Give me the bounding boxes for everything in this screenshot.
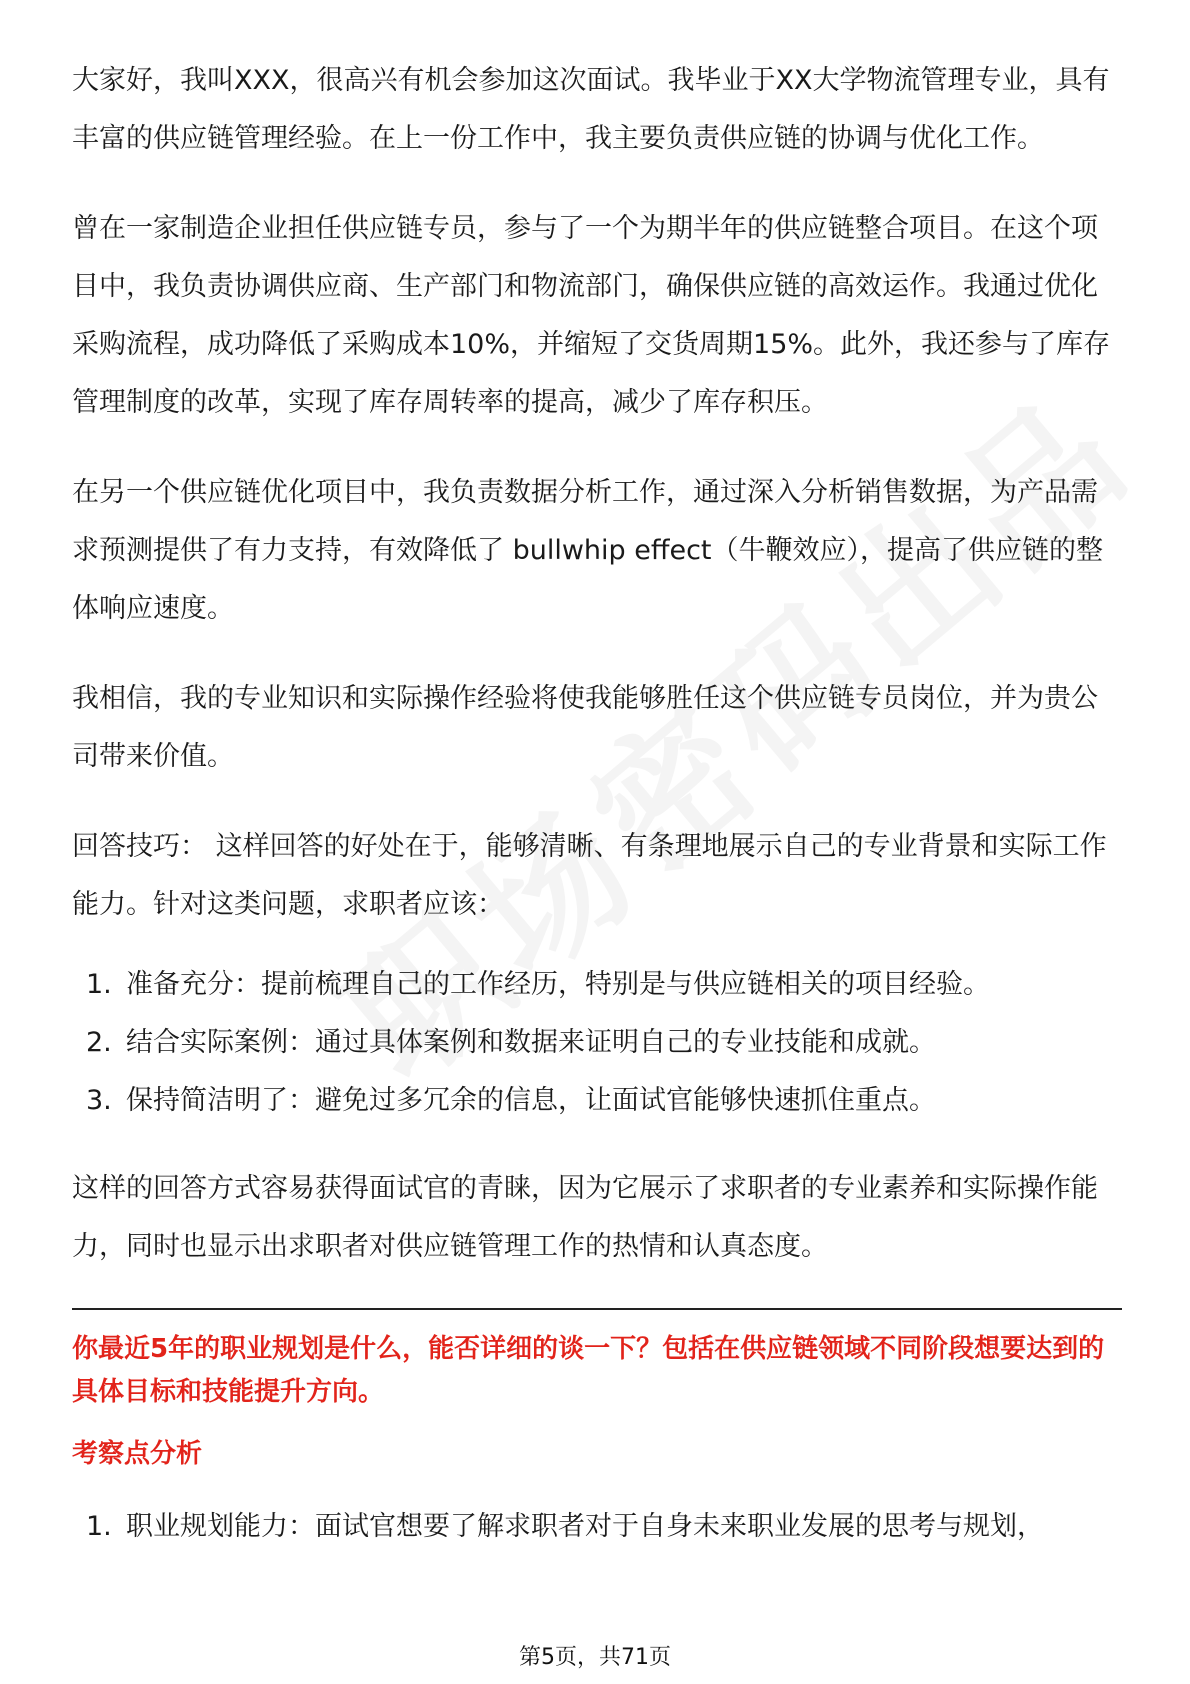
list-item-text: 准备充分：提前梳理自己的工作经历，特别是与供应链相关的项目经验。 xyxy=(126,969,990,1000)
list-item xyxy=(72,1072,1122,1130)
paragraph-intro: 大家好，我叫XXX，很高兴有机会参加这次面试。我毕业于XX大学物流管理专业，具有丰富的供应链管理经验。在上一份工作中，我主要负责供应链的协调与优化工作。 xyxy=(72,65,1110,154)
list-item xyxy=(72,1014,1122,1072)
list-item-number: 1. xyxy=(86,969,112,1000)
analysis-list xyxy=(72,1498,1122,1556)
list-item-text: 保持简洁明了：避免过多冗余的信息，让面试官能够快速抓住重点。 xyxy=(126,1085,936,1116)
list-item-number: 3. xyxy=(86,1085,112,1116)
list-item xyxy=(72,1498,1122,1556)
document-body xyxy=(72,52,1122,1586)
answer-tips-paragraph: 回答技巧： 这样回答的好处在于，能够清晰、有条理地展示自己的专业背景和实际工作能力。针对这类问题，求职者应该： xyxy=(72,831,1107,920)
page-number: 第5页，共71页 xyxy=(519,1645,671,1670)
paragraph-closing: 这样的回答方式容易获得面试官的青睐，因为它展示了求职者的专业素养和实际操作能力，同时也显示出求职者对供应链管理工作的热情和认真态度。 xyxy=(72,1173,1098,1262)
tips-list xyxy=(72,956,1122,1130)
paragraph-conclusion: 我相信，我的专业知识和实际操作经验将使我能够胜任这个供应链专员岗位，并为贵公司带来价值。 xyxy=(72,683,1098,772)
section-divider xyxy=(72,1308,1122,1310)
analysis-heading: 考察点分析 xyxy=(72,1439,203,1469)
paragraph-experience: 曾在一家制造企业担任供应链专员，参与了一个为期半年的供应链整合项目。在这个项目中，我负责协调供应商、生产部门和物流部门，确保供应链的高效运作。我通过优化采购流程，成功降低了采购成本10%，并缩短了交货周期15%。此外，我还参与了库存管理制度的改革，实现了库存周转率的提高，减少了库存积压。 xyxy=(72,213,1111,418)
paragraph-project: 在另一个供应链优化项目中，我负责数据分析工作，通过深入分析销售数据，为产品需求预测提供了有力支持，有效降低了 bullwhip effect（牛鞭效应），提高了供应链的整体响应速度。 xyxy=(72,477,1104,624)
list-item-number: 2. xyxy=(86,1027,112,1058)
list-item-number: 1. xyxy=(86,1511,112,1542)
list-item xyxy=(72,956,1122,1014)
list-item-text: 职业规划能力：面试官想要了解求职者对于自身未来职业发展的思考与规划， xyxy=(126,1511,1044,1542)
list-item-text: 结合实际案例：通过具体案例和数据来证明自己的专业技能和成就。 xyxy=(126,1027,936,1058)
interview-question: 你最近5年的职业规划是什么，能否详细的谈一下？包括在供应链领域不同阶段想要达到的具体目标和技能提升方向。 xyxy=(72,1334,1105,1407)
